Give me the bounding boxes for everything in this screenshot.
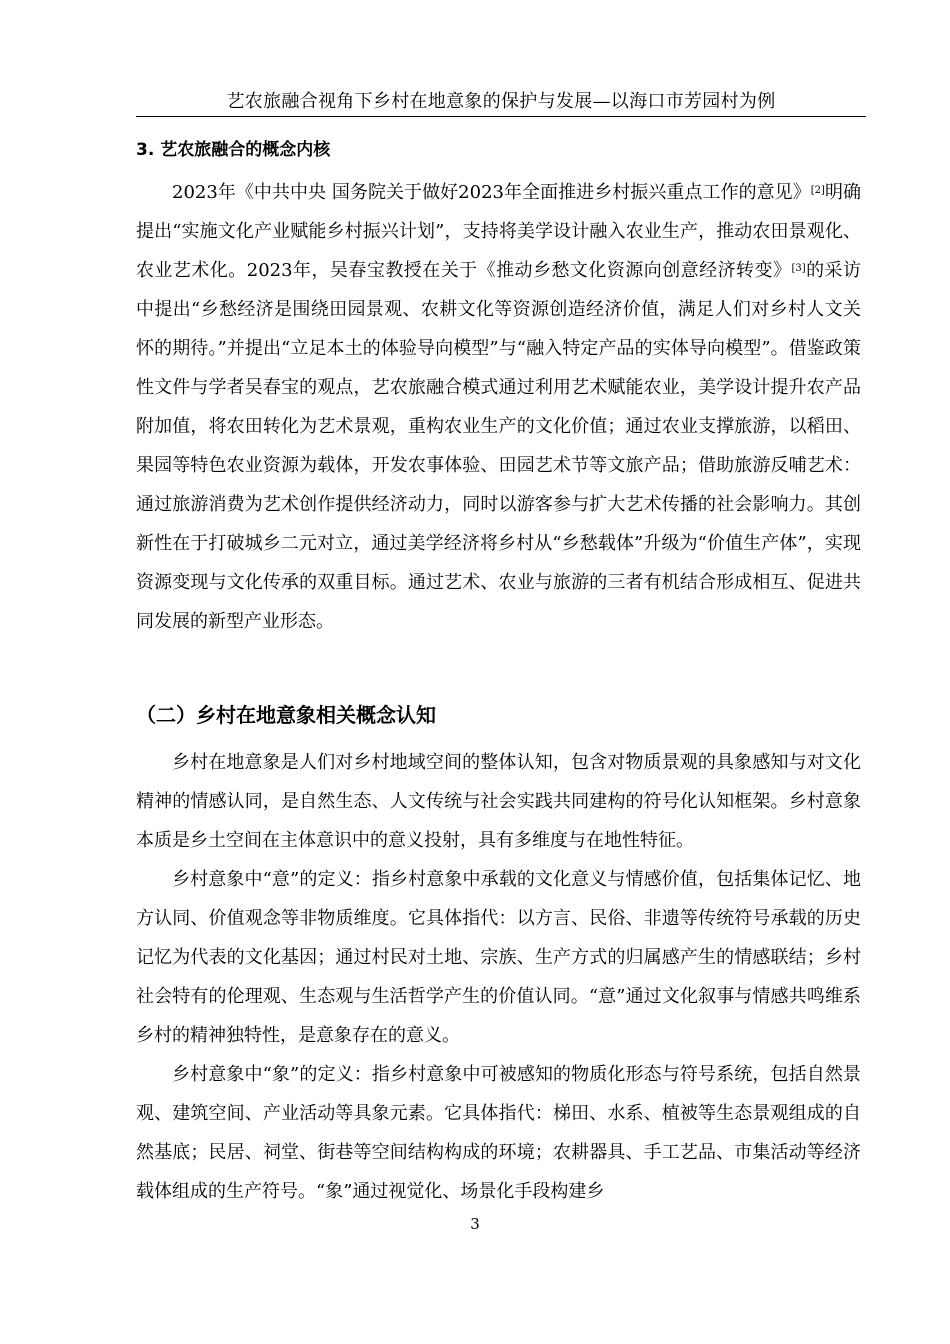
paragraph-xiang-definition: 乡村意象中“象”的定义：指乡村意象中可被感知的物质化形态与符号系统，包括自然景观、建筑空间、产业活动等具象元素。它具体指代：梯田、水系、植被等生态景观组成的自然基底；民居、祠堂、街巷等空间结构构成的环境；农耕器具、手工艺品、市集活动等经济载体组成的生产符号。“象”通过视觉化、场景化手段构建乡 xyxy=(136,1064,861,1202)
paragraph-rural-imagery: 乡村在地意象是人们对乡村地域空间的整体认知，包含对物质景观的具象感知与对文化精神的情感认同，是自然生态、人文传统与社会实践共同建构的符号化认知框架。乡村意象本质是乡土空间在主体意识中的意义投射，具有多维度与在地性特征。 xyxy=(136,752,861,851)
running-header: 艺农旅融合视角下乡村在地意象的保护与发展—以海口市芳园村为例 xyxy=(226,91,776,112)
paragraph-concept-core xyxy=(136,173,861,641)
paragraph-text: 的采访中提出“乡愁经济是围绕田园景观、农耕文化等资源创造经济价值，满足人们对乡村人文关怀的期待。”并提出“立足本土的体验导向模型”与“融入特定产品的实体导向模型”。借鉴政策性文件与学者吴春宝的观点，艺农旅融合模式通过利用艺术赋能农业，美学设计提升农产品附加值，将农田转化为艺术景观，重构农业生产的文化价值；通过农业支撑旅游，以稻田、果园等特色农业资源为载体，开发农事体验、田园艺术节等文旅产品；借助旅游反哺艺术：通过旅游消费为艺术创作提供经济动力，同时以游客参与扩大艺术传播的社会影响力。其创新性在于打破城乡二元对立，通过美学经济将乡村从“乡愁载体”升级为“价值生产体”，实现资源变现与文化传承的双重目标。通过艺术、农业与旅游的三者有机结合形成相互、促进共同发展的新型产业形态。 xyxy=(136,260,862,632)
page-number: 3 xyxy=(470,1215,480,1233)
header-divider xyxy=(136,116,866,117)
citation-3[interactable]: [3] xyxy=(791,263,806,274)
section-heading: （二）乡村在地意象相关概念认知 xyxy=(136,703,436,727)
paragraph-text: 明确提出“实施文化产业赋能乡村振兴计划”，支持将美学设计融入农业生产，推动农田景观化、农业艺术化。2023年，吴春宝教授在关于《推动乡愁文化资源向创意经济转变》 xyxy=(136,182,862,281)
subsection-heading: 3. 艺农旅融合的概念内核 xyxy=(136,140,331,160)
paragraph-text: 2023年《中共中央 国务院关于做好2023年全面推进乡村振兴重点工作的意见》 xyxy=(172,182,811,203)
citation-2[interactable]: [2] xyxy=(810,185,825,196)
paragraph-yi-definition: 乡村意象中“意”的定义：指乡村意象中承载的文化意义与情感价值，包括集体记忆、地方认同、价值观念等非物质维度。它具体指代：以方言、民俗、非遗等传统符号承载的历史记忆为代表的文化基因；通过村民对土地、宗族、生产方式的归属感产生的情感联结；乡村社会特有的伦理观、生态观与生活哲学产生的价值认同。“意”通过文化叙事与情感共鸣维系乡村的精神独特性，是意象存在的意义。 xyxy=(136,869,861,1046)
